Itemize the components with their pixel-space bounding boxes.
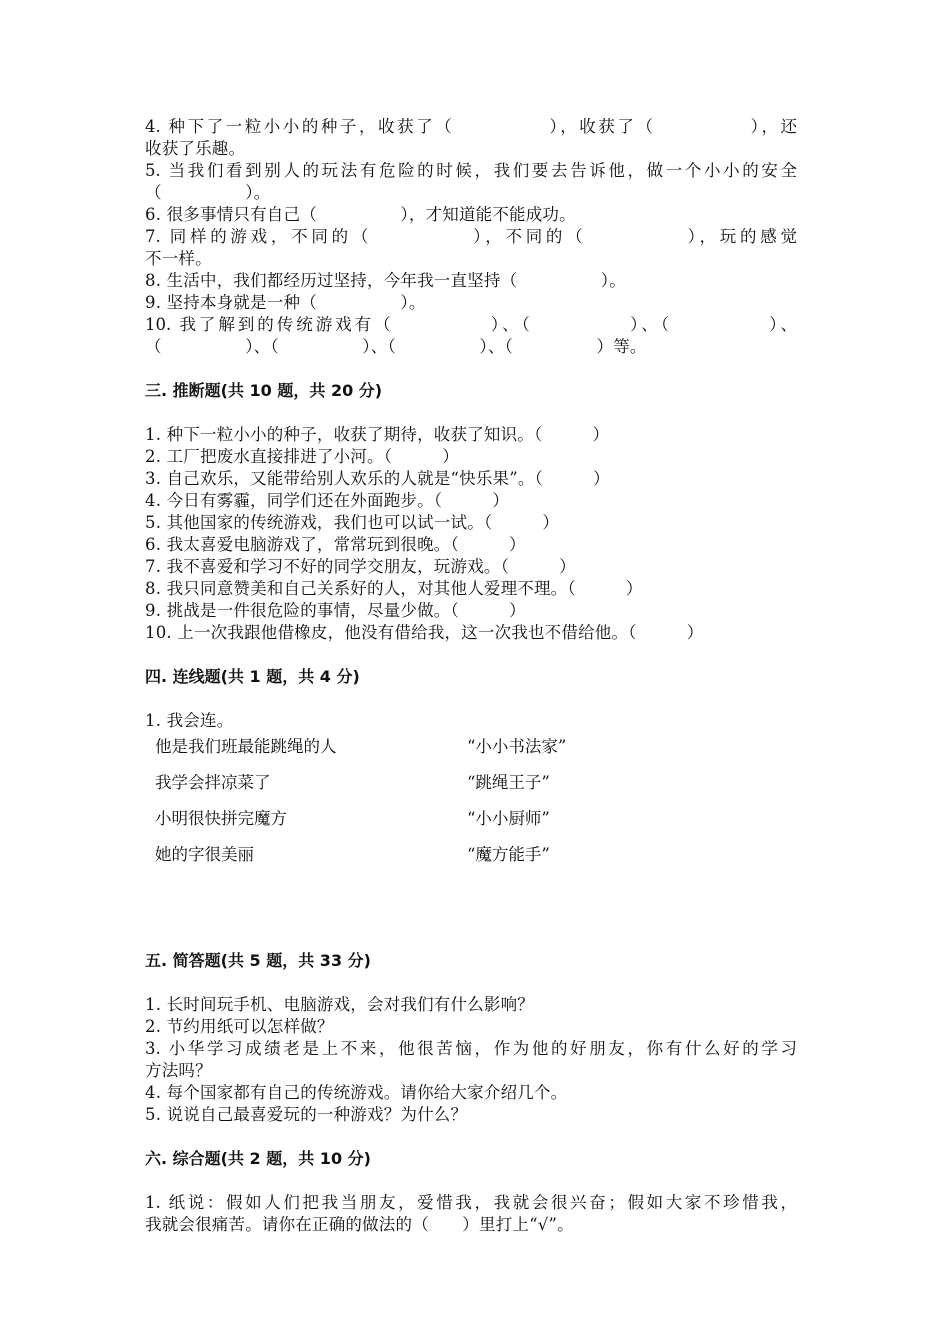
- match-right-item: “跳绳王子”: [467, 773, 550, 792]
- comprehensive-section: [145, 1148, 797, 1236]
- short-item: 方法吗？: [145, 1061, 212, 1080]
- match-right-item: “小小厨师”: [467, 809, 550, 828]
- fill-item-10: [145, 314, 797, 358]
- short-item: 2. 节约用纸可以怎样做？: [145, 1017, 334, 1036]
- fill-blank-section: [145, 116, 797, 358]
- fill-item-line: 6. 很多事情只有自己（ ），才知道能不能成功。: [145, 205, 576, 224]
- fill-item-6: [145, 204, 797, 226]
- fill-item-line: （ ）、（ ）、（ ）、（ ）等。: [145, 337, 647, 356]
- fill-item-line: 8. 生活中，我们都经历过坚持，今年我一直坚持（ ）。: [145, 271, 626, 290]
- fill-item-line: （ ）。: [145, 183, 271, 202]
- match-table: [145, 736, 797, 880]
- fill-item-7: [145, 226, 797, 270]
- match-left-item: 他是我们班最能跳绳的人: [155, 737, 337, 756]
- judge-item: 5. 其他国家的传统游戏，我们也可以试一试。（ ）: [145, 513, 560, 532]
- fill-item-line: 7. 同样的游戏，不同的（ ），不同的（ ），玩的感觉: [145, 227, 797, 246]
- fill-item-line: 4. 种下了一粒小小的种子，收获了（ ），收获了（ ），还: [145, 117, 797, 136]
- fill-item-line: 9. 坚持本身就是一种（ ）。: [145, 293, 426, 312]
- judge-item: 2. 工厂把废水直接排进了小河。（ ）: [145, 447, 459, 466]
- judge-item: 6. 我太喜爱电脑游戏了，常常玩到很晚。（ ）: [145, 535, 526, 554]
- section-heading: 五. 简答题(共 5 题，共 33 分): [145, 951, 371, 970]
- match-left-item: 我学会拌凉菜了: [155, 773, 271, 792]
- worksheet-page: [145, 116, 797, 1236]
- fill-item-9: [145, 292, 797, 314]
- judge-section: [145, 380, 797, 644]
- fill-item-line: 10. 我了解到的传统游戏有（ ）、（ ）、（ ）、: [145, 315, 797, 334]
- fill-item-8: [145, 270, 797, 292]
- comp-item-line: 我就会很痛苦。请你在正确的做法的（ ）里打上“√”。: [145, 1215, 574, 1234]
- judge-item: 4. 今日有雾霾，同学们还在外面跑步。（ ）: [145, 491, 510, 510]
- judge-item: 7. 我不喜爱和学习不好的同学交朋友，玩游戏。（ ）: [145, 557, 576, 576]
- judge-item: 3. 自己欢乐，又能带给别人欢乐的人就是“快乐果”。（ ）: [145, 469, 610, 488]
- comp-item-line: 1. 纸说：假如人们把我当朋友，爱惜我，我就会很兴奋；假如大家不珍惜我，: [145, 1193, 797, 1212]
- short-item: 1. 长时间玩手机、电脑游戏，会对我们有什么影响？: [145, 995, 534, 1014]
- section-heading: 三. 推断题(共 10 题，共 20 分): [145, 381, 383, 400]
- short-item: 3. 小华学习成绩老是上不来，他很苦恼，作为他的好朋友，你有什么好的学习: [145, 1039, 797, 1058]
- fill-item-line: 不一样。: [145, 249, 212, 268]
- fill-item-4: [145, 116, 797, 160]
- fill-item-line: 5. 当我们看到别人的玩法有危险的时候，我们要去告诉他，做一个小小的安全: [145, 161, 797, 180]
- match-right-item: “魔方能手”: [467, 845, 550, 864]
- judge-item: 8. 我只同意赞美和自己关系好的人，对其他人爱理不理。（ ）: [145, 579, 643, 598]
- short-item: 5. 说说自己最喜爱玩的一种游戏？为什么？: [145, 1105, 468, 1124]
- fill-item-5: [145, 160, 797, 204]
- short-answer-section: [145, 950, 797, 1126]
- match-section: [145, 666, 797, 880]
- judge-item: 10. 上一次我跟他借橡皮，他没有借给我，这一次我也不借给他。（ ）: [145, 623, 704, 642]
- fill-item-line: 收获了乐趣。: [145, 139, 246, 158]
- match-left-item: 小明很快拼完魔方: [155, 809, 287, 828]
- section-heading: 四. 连线题(共 1 题，共 4 分): [145, 667, 360, 686]
- short-item: 4. 每个国家都有自己的传统游戏。请你给大家介绍几个。: [145, 1083, 568, 1102]
- match-right-item: “小小书法家”: [467, 737, 567, 756]
- section-heading: 六. 综合题(共 2 题，共 10 分): [145, 1149, 371, 1168]
- match-left-item: 她的字很美丽: [155, 845, 254, 864]
- judge-item: 1. 种下一粒小小的种子，收获了期待，收获了知识。（ ）: [145, 425, 610, 444]
- match-question: 1. 我会连。: [145, 711, 234, 730]
- judge-item: 9. 挑战是一件很危险的事情，尽量少做。（ ）: [145, 601, 526, 620]
